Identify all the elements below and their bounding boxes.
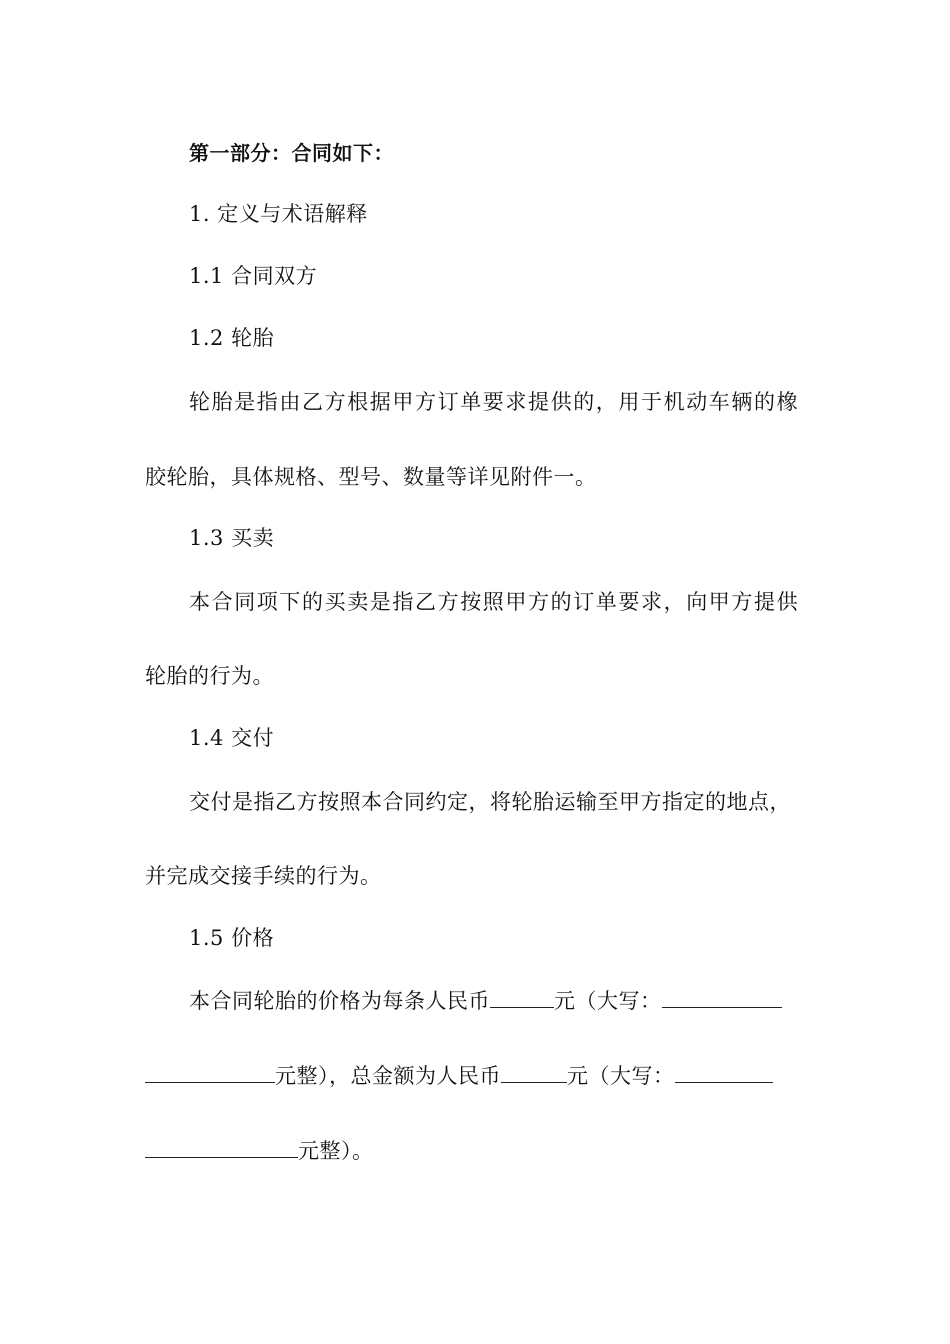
price-line-2	[145, 1061, 815, 1091]
price-text-unit-price: 本合同轮胎的价格为每条人民币	[189, 989, 490, 1013]
section-1-title: 1. 定义与术语解释	[189, 202, 368, 226]
section-1-3-title: 1.3 买卖	[189, 526, 275, 550]
sale-definition-line-1: 本合同项下的买卖是指乙方按照甲方的订单要求，向甲方提供	[189, 590, 800, 614]
price-text-capital-label: 元（大写：	[554, 989, 662, 1013]
section-1-5-title: 1.5 价格	[189, 926, 275, 950]
unit-price-blank[interactable]	[490, 987, 554, 1008]
price-line-3	[145, 1136, 815, 1166]
unit-price-capital-blank-cont[interactable]	[145, 1062, 275, 1083]
delivery-definition-line-2: 并完成交接手续的行为。	[145, 864, 382, 888]
sale-definition-line-2: 轮胎的行为。	[145, 664, 274, 688]
tire-definition-line-2: 胶轮胎，具体规格、型号、数量等详见附件一。	[145, 465, 597, 489]
section-1-4-title: 1.4 交付	[189, 726, 275, 750]
part-heading: 第一部分：合同如下：	[189, 141, 394, 165]
delivery-definition-line-1: 交付是指乙方按照本合同约定，将轮胎运输至甲方指定的地点，	[189, 790, 791, 814]
price-text-total: 元整），总金额为人民币	[275, 1064, 501, 1088]
total-amount-blank[interactable]	[501, 1062, 567, 1083]
tire-definition-line-1: 轮胎是指由乙方根据甲方订单要求提供的，用于机动车辆的橡	[189, 390, 800, 414]
total-capital-blank[interactable]	[675, 1062, 773, 1083]
section-1-1-title: 1.1 合同双方	[189, 264, 318, 288]
section-1-2-title: 1.2 轮胎	[189, 326, 275, 350]
price-text-end: 元整）。	[298, 1139, 374, 1163]
total-capital-blank-cont[interactable]	[145, 1137, 298, 1158]
unit-price-capital-blank[interactable]	[662, 987, 782, 1008]
price-line-1	[189, 986, 859, 1016]
price-text-total-capital-label: 元（大写：	[567, 1064, 675, 1088]
